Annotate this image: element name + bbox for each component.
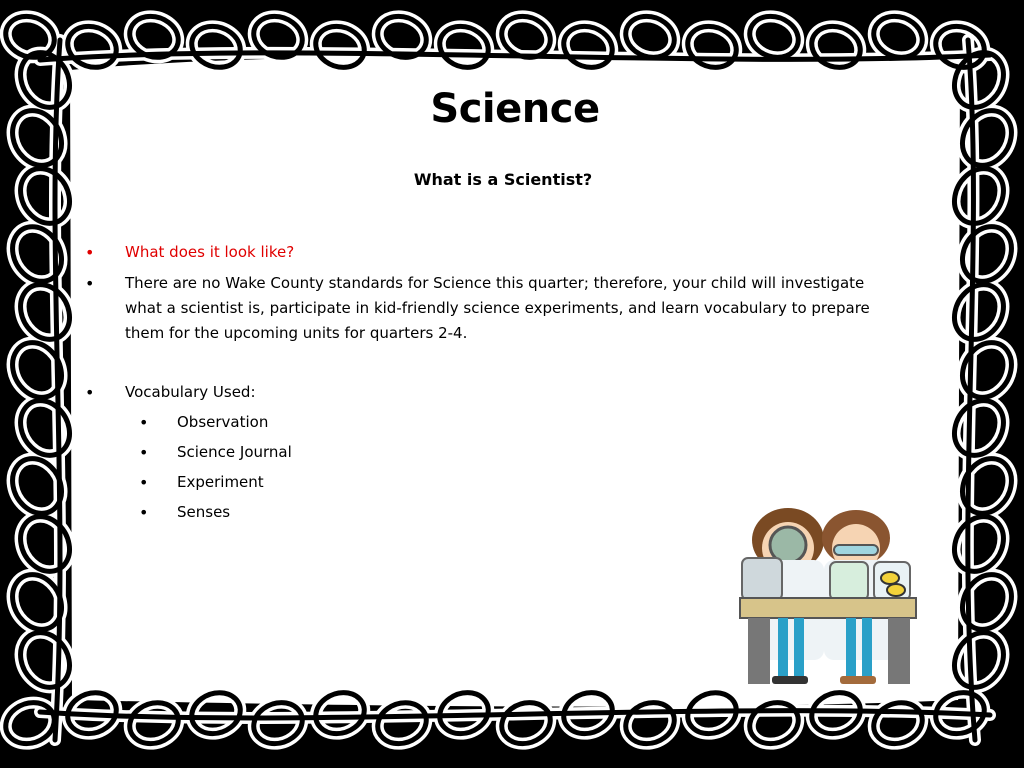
bullet-icon: • — [85, 274, 95, 293]
bullet-icon: • — [139, 443, 149, 462]
bullet-icon: • — [139, 503, 149, 522]
bullet-item — [85, 240, 875, 265]
bullet-text: What does it look like? — [125, 243, 295, 261]
bullet-icon: • — [85, 243, 95, 262]
bullet-text: Vocabulary Used: — [125, 383, 256, 401]
vocab-text: Observation — [177, 413, 269, 431]
vocab-item — [85, 410, 875, 435]
bullet-item — [85, 271, 875, 346]
bullet-text: There are no Wake County standards for Science this quarter; therefore, your child will investigate what a scientist is, participate in kid-friendly science experiments, and learn vocabulary to prepare them for the upcoming units for quarters 2-4. — [125, 274, 870, 342]
vocab-text: Science Journal — [177, 443, 292, 461]
bullet-icon: • — [139, 473, 149, 492]
slide-title: Science — [430, 86, 600, 132]
slide-body — [85, 240, 875, 525]
kid-scientists-clipart — [738, 500, 918, 690]
bullet-icon: • — [85, 383, 95, 402]
bullet-icon: • — [139, 413, 149, 432]
vocab-item — [85, 470, 875, 495]
vocab-text: Experiment — [177, 473, 264, 491]
bullet-item — [85, 380, 875, 405]
vocab-text: Senses — [177, 503, 231, 521]
vocab-item — [85, 440, 875, 465]
slide-subtitle: What is a Scientist? — [413, 170, 593, 189]
